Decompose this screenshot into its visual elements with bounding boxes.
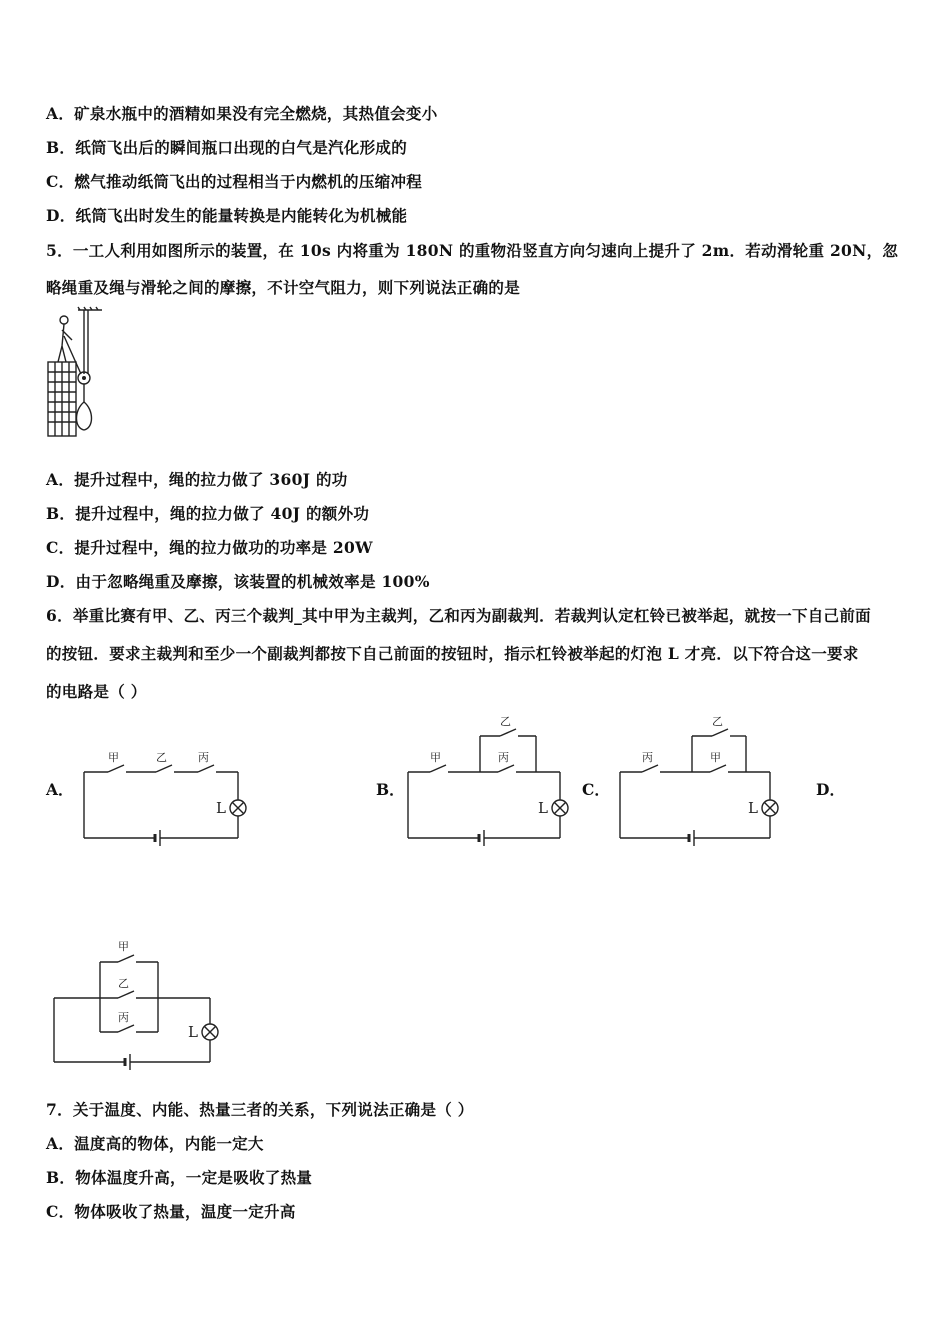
lamp-label: L [216, 799, 226, 817]
q6-option-d-label: D． [816, 780, 845, 799]
q4-option-c: C．燃气推动纸筒飞出的过程相当于内燃机的压缩冲程 [46, 172, 423, 191]
switch-jia-label: 甲 [430, 751, 441, 764]
q6-option-c-label: C． [582, 780, 610, 799]
lamp-label: L [188, 1023, 198, 1041]
q7-option-c: C．物体吸收了热量，温度一定升高 [46, 1202, 296, 1221]
switch-jia-label: 甲 [118, 940, 129, 953]
lamp-label: L [538, 799, 548, 817]
circuit-b [404, 712, 580, 852]
q6-stem-line1: 6．举重比赛有甲、乙、丙三个裁判_其中甲为主裁判，乙和丙为副裁判．若裁判认定杠铃已被举起，就按一下自己前面 [46, 606, 871, 625]
switch-jia-label: 甲 [108, 751, 119, 764]
lamp-label: L [748, 799, 758, 817]
q5-stem-line2: 略绳重及绳与滑轮之间的摩擦，不计空气阻力，则下列说法正确的是 [46, 278, 521, 297]
switch-bing-label: 丙 [118, 1011, 129, 1024]
q6-option-b-label: B． [376, 780, 405, 799]
q7-stem: 7．关于温度、内能、热量三者的关系，下列说法正确是（ ） [46, 1100, 474, 1119]
pulley-figure [44, 306, 104, 438]
switch-bing-label: 丙 [642, 751, 653, 764]
q4-option-b: B．纸筒飞出后的瞬间瓶口出现的白气是汽化形成的 [46, 138, 408, 157]
switch-yi-label: 乙 [118, 977, 129, 990]
q7-option-a: A．温度高的物体，内能一定大 [46, 1134, 264, 1153]
q4-option-d: D．纸筒飞出时发生的能量转换是内能转化为机械能 [46, 206, 408, 225]
q6-stem-line2: 的按钮．要求主裁判和至少一个副裁判都按下自己前面的按钮时，指示杠铃被举起的灯泡 L 才亮．以下符合这一要求 [46, 644, 859, 663]
circuit-d [50, 936, 230, 1070]
q5-option-b: B．提升过程中，绳的拉力做了 40J 的额外功 [46, 504, 370, 523]
q7-option-b: B．物体温度升高，一定是吸收了热量 [46, 1168, 313, 1187]
q5-option-c: C．提升过程中，绳的拉力做功的功率是 20W [46, 538, 373, 557]
switch-yi-label: 乙 [712, 715, 723, 728]
switch-yi-label: 乙 [156, 751, 167, 764]
circuit-a [80, 748, 260, 852]
circuit-c [616, 712, 792, 852]
switch-bing-label: 丙 [198, 751, 209, 764]
switch-jia-label: 甲 [710, 751, 721, 764]
q6-stem-line3: 的电路是（ ） [46, 682, 147, 701]
switch-yi-label: 乙 [500, 715, 511, 728]
switch-bing-label: 丙 [498, 751, 509, 764]
q6-option-a-label: A． [46, 780, 74, 799]
q5-option-a: A．提升过程中，绳的拉力做了 360J 的功 [46, 470, 348, 489]
q5-option-d: D．由于忽略绳重及摩擦，该装置的机械效率是 100% [46, 572, 430, 591]
q5-stem-line1: 5．一工人利用如图所示的装置，在 10s 内将重为 180N 的重物沿竖直方向匀速向上提升了 2m．若动滑轮重 20N，忽 [46, 241, 899, 260]
q4-option-a: A．矿泉水瓶中的酒精如果没有完全燃烧，其热值会变小 [46, 104, 438, 123]
